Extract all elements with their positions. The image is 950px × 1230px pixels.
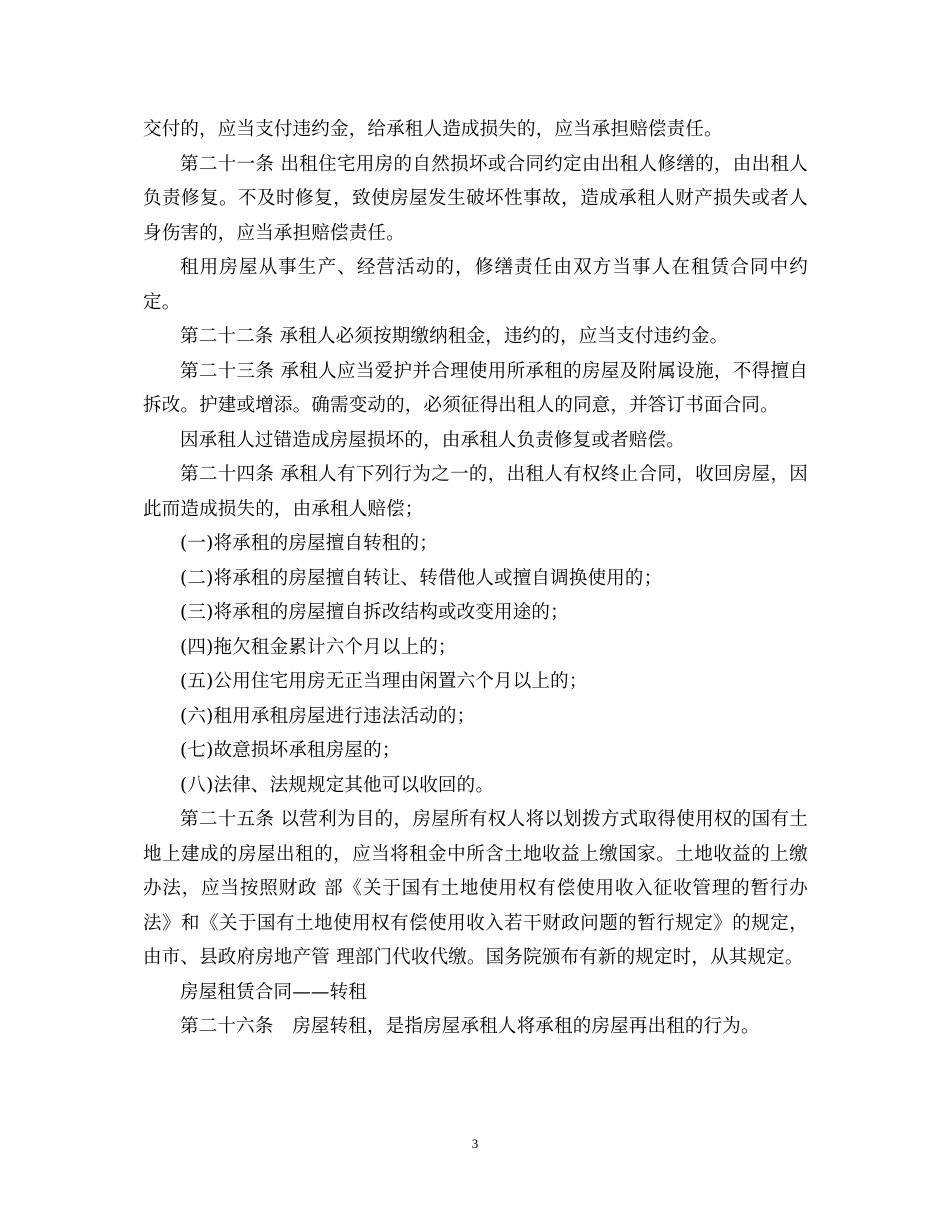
paragraph-article-23: 第二十三条 承租人应当爱护并合理使用所承租的房屋及附属设施，不得擅自拆改。护建或增添。确需变动的，必须征得出租人的同意，并答订书面合同。 bbox=[143, 360, 808, 416]
list-item-5: (五)公用住宅用房无正当理由闲置六个月以上的； bbox=[180, 671, 588, 692]
list-item-8: (八)法律、法规规定其他可以收回的。 bbox=[180, 774, 495, 796]
document-body bbox=[143, 113, 808, 1045]
paragraph-article-24: 第二十四条 承租人有下列行为之一的，出租人有权终止合同，收回房屋，因此而造成损失的，由承租人赔偿； bbox=[143, 464, 808, 520]
paragraph-repair-responsibility: 租用房屋从事生产、经营活动的，修缮责任由双方当事人在租赁合同中约定。 bbox=[143, 257, 808, 313]
list-item-6: (六)租用承租房屋进行违法活动的； bbox=[180, 705, 476, 727]
paragraph-damage-compensation: 因承租人过错造成房屋损坏的，由承租人负责修复或者赔偿。 bbox=[180, 429, 685, 451]
page-number: 3 bbox=[471, 1136, 479, 1151]
list-item-1: (一)将承租的房屋擅自转租的； bbox=[180, 533, 438, 554]
paragraph-article-21: 第二十一条 出租住宅用房的自然损坏或合同约定由出租人修缮的，由出租人负责修复。不及时修复，致使房屋发生破坏性事故，造成承租人财产损失或者人身伤害的，应当承担赔偿责任。 bbox=[143, 153, 808, 244]
paragraph-article-25: 第二十五条 以营利为目的，房屋所有权人将以划拨方式取得使用权的国有土地上建成的房屋出租的，应当将租金中所含土地收益上缴国家。土地收益的上缴办法，应当按照财政 部《关于国有土地使用权有偿使用收入征收管理的暂行办法》和《关于国有土地使用权有偿使用收入若干财政问题的暂行规定》的规定，由市、县政府房地产管 理部门代收代缴。国务院颁布有新的规定时，从其规定。 bbox=[143, 809, 808, 968]
paragraph-article-26: 第二十六条 房屋转租，是指房屋承租人将承租的房屋再出租的行为。 bbox=[180, 1016, 760, 1037]
paragraph-article-22: 第二十二条 承租人必须按期缴纳租金，违约的，应当支付违约金。 bbox=[180, 326, 729, 347]
list-item-3: (三)将承租的房屋擅自拆改结构或改变用途的； bbox=[180, 602, 569, 623]
paragraph-1: 交付的，应当支付违约金，给承租人造成损失的，应当承担赔偿责任。 bbox=[143, 119, 723, 140]
section-heading-sublease: 房屋租赁合同——转租 bbox=[180, 981, 368, 1003]
list-item-7: (七)故意损坏承租房屋的； bbox=[180, 740, 401, 761]
list-item-2: (二)将承租的房屋擅自转让、转借他人或擅自调换使用的； bbox=[180, 567, 663, 589]
list-item-4: (四)拖欠租金累计六个月以上的； bbox=[180, 636, 457, 658]
